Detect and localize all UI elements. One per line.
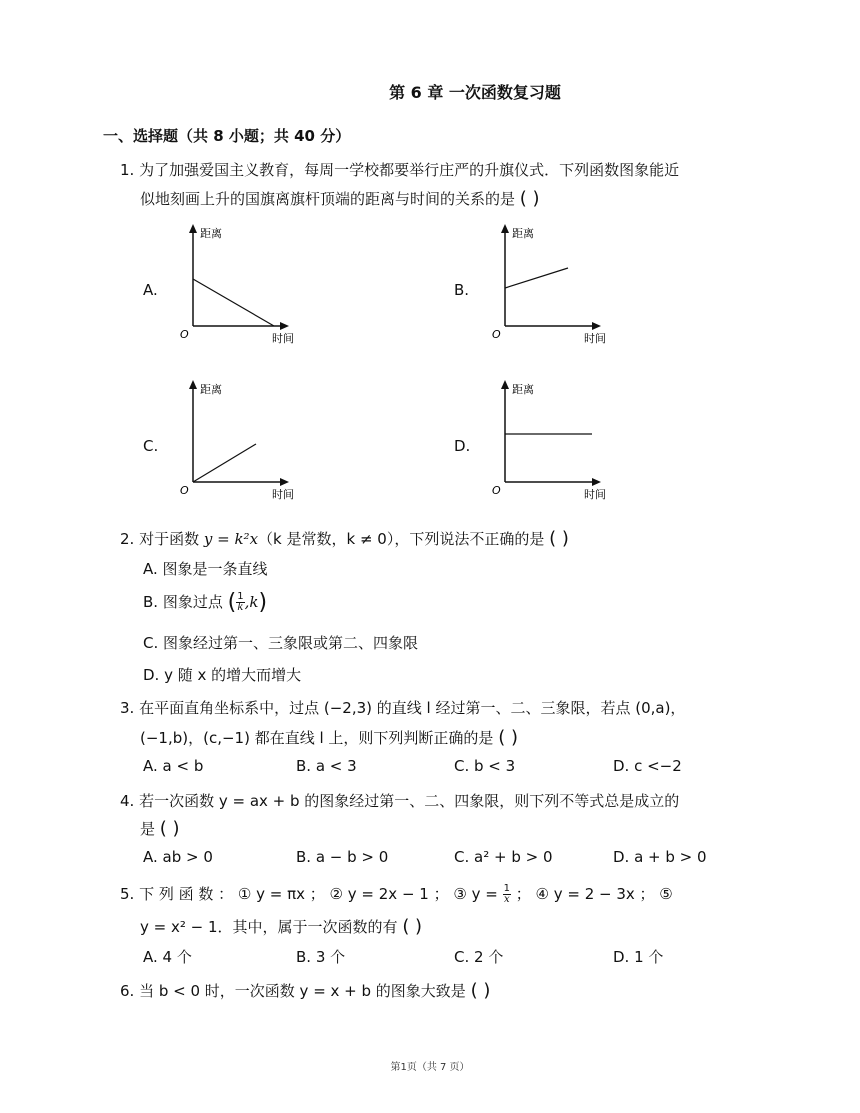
- q2-post: （k 是常数，k ≠ 0），下列说法不正确的是: [258, 530, 545, 548]
- q5-option-b: B. 3 个: [296, 948, 346, 966]
- q2-option-c: C. 图象经过第一、三象限或第二、四象限: [143, 634, 419, 652]
- q5-line2: [140, 916, 422, 937]
- q6-line1: 6. 当 b < 0 时，一次函数 y = x + b 的图象大致是: [120, 982, 466, 1000]
- q4-option-b: B. a − b > 0: [296, 848, 389, 866]
- q4-option-a: A. ab > 0: [143, 848, 213, 866]
- q2-option-d: D. y 随 x 的增大而增大: [143, 666, 302, 684]
- q1-line2-text: 似地刻画上升的国旗离旗杆顶端的距离与时间的关系的是: [140, 190, 516, 208]
- q4-option-d: D. a + b > 0: [613, 848, 707, 866]
- q1-graph-c: [172, 378, 312, 507]
- section-heading: 一、选择题（共 8 小题；共 40 分）: [103, 127, 351, 145]
- q2-stem: [120, 528, 569, 549]
- q3-option-d: D. c <−2: [613, 757, 682, 775]
- q6-answer-paren: ( ): [470, 980, 491, 1001]
- q1-answer-paren: ( ): [519, 188, 540, 209]
- q5-option-a: A. 4 个: [143, 948, 192, 966]
- q4-line1: 4. 若一次函数 y = ax + b 的图象经过第一、二、四象限，则下列不等式总是成立的: [120, 792, 680, 810]
- q4-answer-paren: ( ): [159, 818, 180, 839]
- graph-d-origin: O: [492, 484, 501, 497]
- q2-num: 2.: [120, 530, 135, 548]
- q2-option-b: B. 图象过点 ( $\frac{1}{k}$ ,k): [143, 590, 268, 615]
- q1-line1: 1. 为了加强爱国主义教育，每周一学校都要举行庄严的升旗仪式．下列函数图象能近: [120, 161, 680, 179]
- q6-stem: [120, 980, 490, 1001]
- q1-option-a-label: A.: [143, 281, 158, 299]
- page-title: 第 6 章 一次函数复习题: [389, 83, 561, 102]
- graph-c-xlabel: 时间: [272, 488, 294, 501]
- q5-option-d: D. 1 个: [613, 948, 664, 966]
- q1-option-b-label: B.: [454, 281, 470, 299]
- q1-option-c-label: C.: [143, 437, 159, 455]
- q3-option-c: C. b < 3: [454, 757, 516, 775]
- q1-graph-d: [484, 378, 624, 507]
- graph-a-origin: O: [180, 328, 189, 341]
- q5-line1: [120, 883, 673, 905]
- q5-line1-b: ； ④ y = 2 − 3x ； ⑤: [515, 885, 673, 903]
- graph-b-origin: O: [492, 328, 501, 341]
- q4-option-c: C. a² + b > 0: [454, 848, 553, 866]
- q5-line2-text: y = x² − 1．其中，属于一次函数的有: [140, 918, 398, 936]
- q3-option-a: A. a < b: [143, 757, 204, 775]
- q4-line2: [140, 818, 180, 839]
- q2-answer-paren: ( ): [549, 528, 569, 549]
- graph-d-xlabel: 时间: [584, 488, 606, 501]
- graph-a-xlabel: 时间: [272, 332, 294, 345]
- graph-b-xlabel: 时间: [584, 332, 606, 345]
- q2-option-a: A. 图象是一条直线: [143, 560, 268, 578]
- graph-a-ylabel: 距离: [200, 227, 222, 240]
- page-footer: 第1页（共 7 页）: [390, 1062, 470, 1073]
- graph-c-ylabel: 距离: [200, 383, 222, 396]
- q3-option-b: B. a < 3: [296, 757, 357, 775]
- q3-line1: 3. 在平面直角坐标系中，过点 (−2,3) 的直线 l 经过第一、二、三象限，若点 (0,a)，: [120, 699, 686, 717]
- q5-line1-a: 5. 下 列 函 数 ： ① y = πx ； ② y = 2x − 1 ； ③ y =: [120, 885, 498, 903]
- graph-b-ylabel: 距离: [512, 227, 534, 240]
- q2-fraction: $\frac{1}{k}$: [237, 591, 244, 613]
- q1-graph-b: [484, 222, 624, 351]
- graph-d-ylabel: 距离: [512, 383, 534, 396]
- q2-formula: y = k²x: [203, 530, 259, 548]
- q5-fraction: $\frac{1}{x}$: [503, 883, 510, 905]
- q1-line2: [140, 188, 540, 209]
- q3-line2: [140, 727, 518, 748]
- q5-option-c: C. 2 个: [454, 948, 504, 966]
- q3-line2-text: (−1,b)，(c,−1) 都在直线 l 上，则下列判断正确的是: [140, 729, 494, 747]
- q3-answer-paren: ( ): [498, 727, 518, 748]
- q5-answer-paren: ( ): [402, 916, 423, 937]
- q2-option-b-post: ,k: [244, 593, 259, 611]
- graph-c-origin: O: [180, 484, 189, 497]
- q1-graph-a: [172, 222, 312, 351]
- q2-option-b-pre: B. 图象过点: [143, 593, 223, 611]
- q1-option-d-label: D.: [454, 437, 471, 455]
- q4-line2-text: 是: [140, 820, 156, 838]
- q2-pre: 对于函数: [139, 530, 200, 548]
